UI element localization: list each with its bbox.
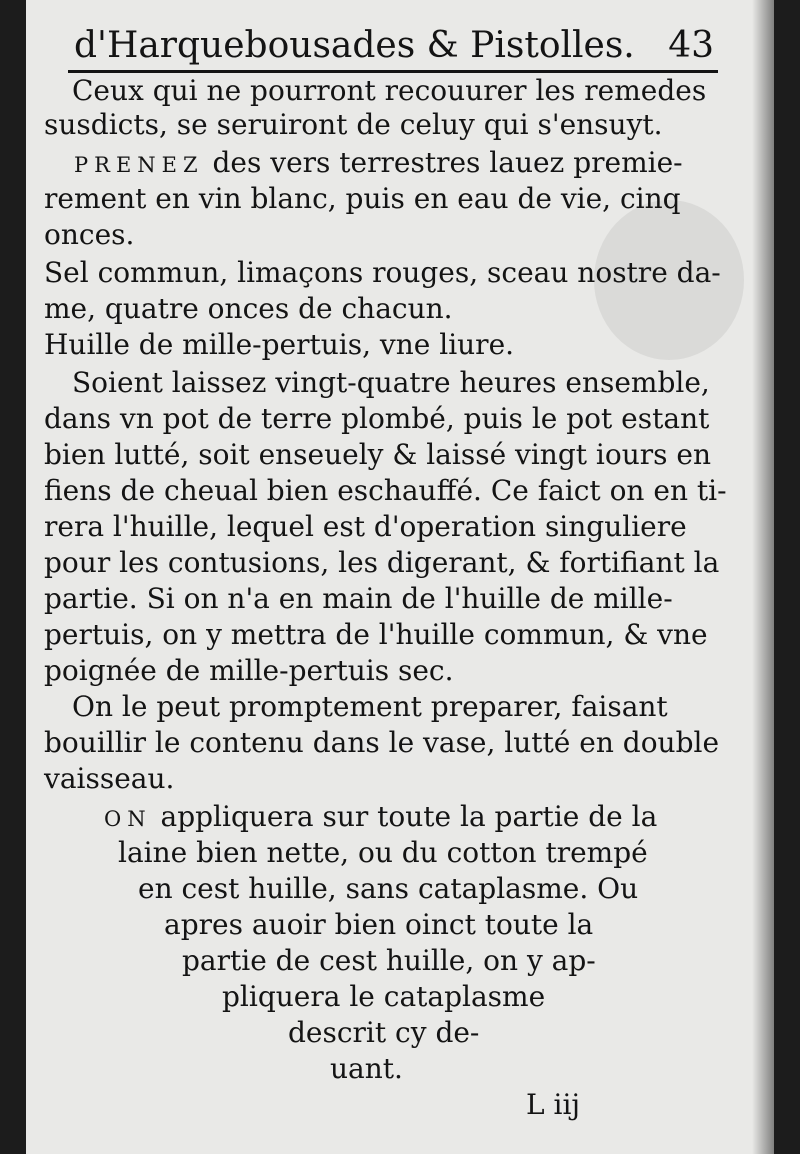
text-line-rest: des vers terrestres lauez premie- xyxy=(212,146,683,179)
text-line: bien lutté, soit enseuely & laissé vingt iours en xyxy=(44,438,712,471)
text-line: dans vn pot de terre plombé, puis le pot estant xyxy=(44,402,710,435)
header-rule xyxy=(68,70,718,73)
text-line: apres auoir bien oinct toute la xyxy=(164,908,594,941)
text-line: partie de cest huille, on y ap- xyxy=(182,944,596,977)
text-line: partie. Si on n'a en main de l'huille de mille- xyxy=(44,582,673,615)
book-page xyxy=(26,0,774,1154)
text-line: vaisseau. xyxy=(44,762,175,795)
text-line: Soient laissez vingt-quatre heures ensemble, xyxy=(72,366,710,399)
text-line: onces. xyxy=(44,218,135,251)
text-line: uant. xyxy=(330,1052,403,1085)
text-line: pour les contusions, les digerant, & fortifiant la xyxy=(44,546,720,579)
drop-word: PRENEZ xyxy=(74,153,204,177)
text-line: en cest huille, sans cataplasme. Ou xyxy=(138,872,639,905)
text-line: descrit cy de- xyxy=(288,1016,480,1049)
text-line: poignée de mille-pertuis sec. xyxy=(44,654,454,687)
running-title: d'Harquebousades & Pistolles. xyxy=(74,25,635,66)
text-line: me, quatre onces de chacun. xyxy=(44,292,453,325)
text-line: rement en vin blanc, puis en eau de vie, cinq xyxy=(44,182,681,215)
signature-mark: L iij xyxy=(526,1088,581,1121)
text-line-rest: appliquera sur toute la partie de la xyxy=(160,800,658,833)
gutter-shadow xyxy=(752,0,774,1154)
text-line: Huille de mille-pertuis, vne liure. xyxy=(44,328,515,361)
text-line: fiens de cheual bien eschauffé. Ce faict on en ti- xyxy=(44,474,727,507)
text-line: Ceux qui ne pourront recouurer les remedes xyxy=(72,74,707,107)
text-line: laine bien nette, ou du cotton trempé xyxy=(118,836,648,869)
text-line: bouillir le contenu dans le vase, lutté en double xyxy=(44,726,720,759)
text-line xyxy=(104,800,657,834)
running-header xyxy=(74,22,714,72)
text-line: On le peut promptement preparer, faisant xyxy=(72,690,668,723)
drop-word: ON xyxy=(104,807,152,831)
page-number: 43 xyxy=(668,25,714,66)
text-line: rera l'huille, lequel est d'operation singuliere xyxy=(44,510,687,543)
text-line: pliquera le cataplasme xyxy=(222,980,546,1013)
text-line: susdicts, se seruiront de celuy qui s'ensuyt. xyxy=(44,108,663,141)
text-line: Sel commun, limaçons rouges, sceau nostre da- xyxy=(44,256,721,289)
text-line xyxy=(74,146,683,180)
text-line: pertuis, on y mettra de l'huille commun, & vne xyxy=(44,618,708,651)
